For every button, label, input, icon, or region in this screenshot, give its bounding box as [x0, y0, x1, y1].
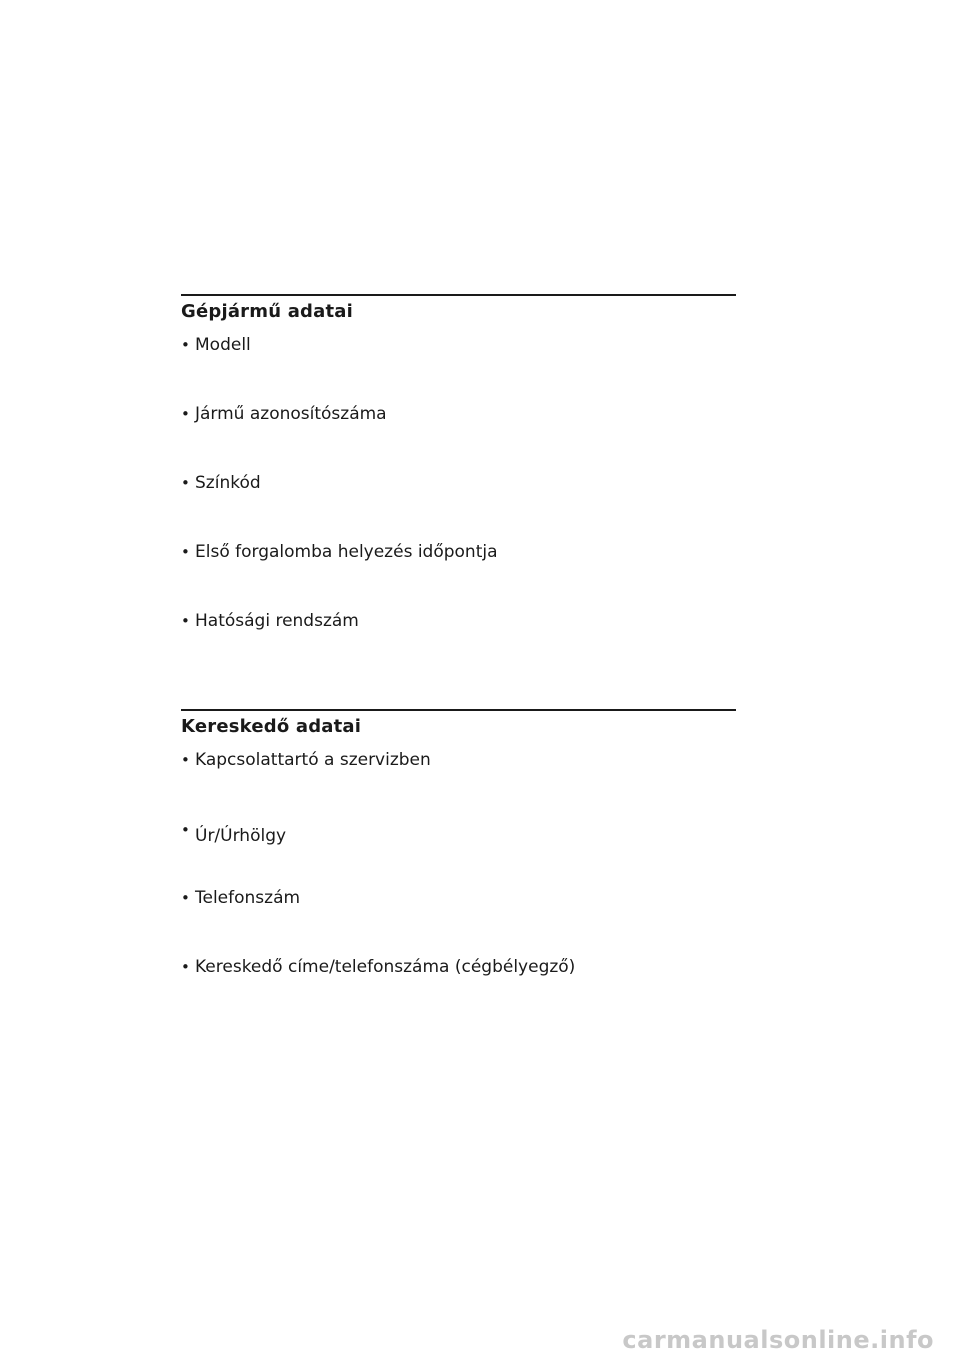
watermark-text: carmanualsonline.info — [622, 1326, 934, 1354]
section-divider — [181, 709, 736, 711]
dealer-item-salutation — [181, 819, 286, 847]
bullet-icon: • — [181, 889, 190, 907]
bullet-icon: • — [181, 612, 190, 630]
vehicle-item-vin — [181, 403, 387, 425]
bullet-icon: • — [181, 958, 190, 976]
bullet-icon: • — [181, 474, 190, 492]
dealer-item-address-stamp — [181, 956, 575, 978]
item-label: Első forgalomba helyezés időpontja — [195, 542, 498, 562]
dealer-section — [181, 709, 736, 979]
item-label: Kapcsolattartó a szervizben — [195, 750, 431, 770]
dealer-section-title: Kereskedő adatai — [181, 716, 362, 737]
item-label: Kereskedő címe/telefonszáma (cégbélyegző) — [195, 957, 576, 977]
item-label: Színkód — [195, 473, 261, 493]
vehicle-section — [181, 294, 736, 634]
vehicle-item-color-code — [181, 472, 261, 494]
item-label: Hatósági rendszám — [195, 611, 359, 631]
bullet-icon: • — [181, 336, 190, 354]
vehicle-item-license-plate — [181, 610, 359, 632]
item-label: Jármű azonosítószáma — [195, 404, 387, 424]
item-label: Telefonszám — [195, 888, 301, 908]
dealer-item-phone — [181, 887, 300, 909]
bullet-icon: • — [181, 821, 190, 839]
bullet-icon: • — [181, 543, 190, 561]
vehicle-item-first-registration — [181, 541, 498, 563]
vehicle-section-title: Gépjármű adatai — [181, 301, 353, 322]
vehicle-item-model — [181, 334, 251, 356]
section-divider — [181, 294, 736, 296]
bullet-icon: • — [181, 405, 190, 423]
item-label: Modell — [195, 335, 251, 355]
bullet-icon: • — [181, 751, 190, 769]
item-label: Úr/Úrhölgy — [195, 826, 287, 846]
dealer-item-contact — [181, 749, 431, 771]
